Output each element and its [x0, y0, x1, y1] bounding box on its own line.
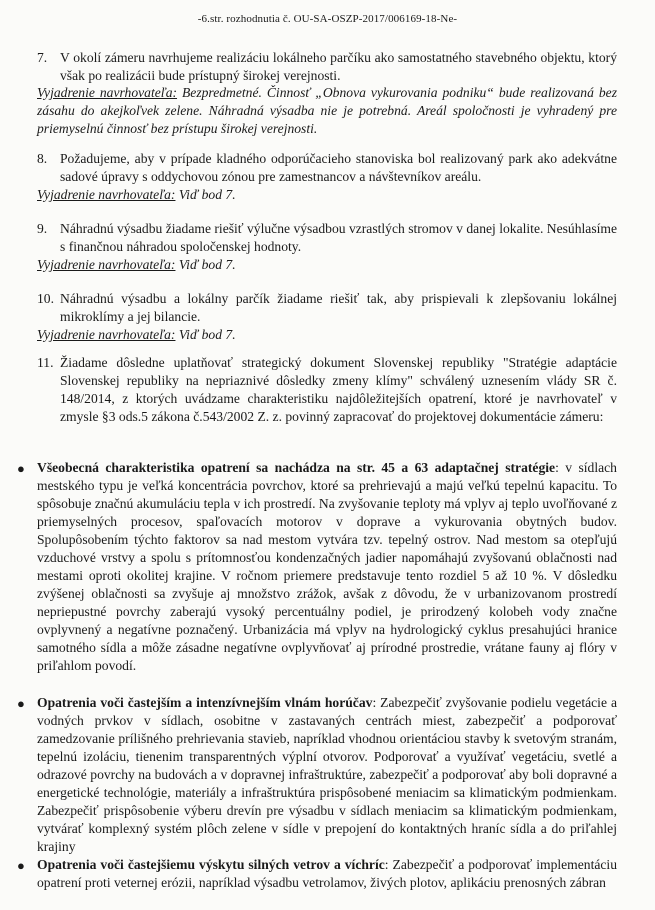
bullet-general-characteristics: [17, 459, 617, 675]
reply-7: [37, 84, 617, 138]
page-header: -6.str. rozhodnutia č. OU-SA-OSZP-2017/006169-18-Ne-: [197, 13, 458, 25]
item-number: 10.: [37, 291, 54, 306]
bullet-text: : v sídlach mestského typu je veľká koncentrácia povrchov, ktoré sa prehrievajú a majú veľkú tepelnú kapacitu. To spôsobuje značnú akumuláciu tepla v ich prostredí. Na zvyšovanie teploty má vplyv aj teplo uvoľňované z priemyselných procesov, spaľovacích motorov v doprave a vykurovania obytných budov. Spolupôsobením týchto faktorov sa nad mestom vytvára tzv. tepelný ostrov. Nad mestom sa otepľujú vzduchové vrstvy a spolu s prítomnosťou kondenzačných jadier napomáhajú zvyšovanú oblačnosti nad mestami oproti okolitej krajine. V ročnom priemere predstavuje tento rozdiel 5 až 10 %. V dôsledku zvýšenej oblačnosti sa zvyšuje aj množstvo zrážok, avšak z dôvodu, že v urbanizovanom prostredí nepriepustné povrchy zaberajú vysoký percentuálny podiel, je prirodzený kolobeh vody značne ovplyvnený a negatívne poznačený. Urbanizácia má vplyv na hydrologický cyklus presahujúci hranice samotného sídla a môže zásadne negatívne ovplyvňovať aj prírodné prostredie, vrátane fauny aj flóry v priľahlom povodí.: [37, 460, 617, 673]
item-number: 7.: [37, 50, 48, 65]
item-7: [37, 49, 617, 85]
bullet-heading: Všeobecná charakteristika opatrení sa nachádza na str. 45 a 63 adaptačnej stratégie: [37, 460, 556, 475]
item-11: [37, 354, 617, 426]
item-number: 8.: [37, 151, 48, 166]
reply-text: Viď bod 7.: [178, 187, 236, 202]
reply-text: Viď bod 7.: [178, 327, 236, 342]
reply-label: Vyjadrenie navrhovateľa:: [37, 257, 176, 272]
bullet-heading: Opatrenia voči častejším a intenzívnejším vlnám horúčav: [37, 695, 373, 710]
item-text: Požadujeme, aby v prípade kladného odporúčacieho stanoviska bol realizovaný park ako adekvátne sadové úpravy s oddychovou zónou pre zamestnancov a návštevníkov areálu.: [60, 151, 617, 184]
item-number: 11.: [37, 355, 54, 370]
bullet-text: : Zabezpečiť a podporovať implementáciu opatrení proti veternej erózii, napríklad výsadbu vetrolamov, živých plotov, aplikáciu prenosných zábran: [37, 857, 617, 890]
bullet-body: [37, 459, 617, 675]
bullet-heading: Opatrenia voči častejšiemu výskytu silných vetrov a víchríc: [37, 857, 385, 872]
bullet-dot-icon: ●: [17, 461, 25, 476]
reply-8: [37, 186, 617, 204]
bullet-strong-winds: [17, 856, 617, 892]
reply-label: Vyjadrenie navrhovateľa:: [37, 187, 176, 202]
item-text: Náhradnú výsadbu a lokálny parčík žiadame riešiť tak, aby prispievali k zlepšovaniu lokálnej mikroklímy a jej bilancie.: [60, 291, 617, 324]
reply-text: Viď bod 7.: [178, 257, 236, 272]
item-8: [37, 150, 617, 186]
reply-10: [37, 326, 617, 344]
item-10: [37, 290, 617, 326]
bullet-body: [37, 694, 617, 856]
item-number: 9.: [37, 221, 48, 236]
item-text: Náhradnú výsadbu žiadame riešiť výlučne výsadbou vzrastlých stromov v danej lokalite. Nesúhlasíme s finančnou náhradou spoločenskej hodnoty.: [60, 221, 617, 254]
reply-label: Vyjadrenie navrhovateľa:: [37, 85, 178, 100]
item-9: [37, 220, 617, 256]
bullet-dot-icon: ●: [17, 858, 25, 873]
bullet-text: : Zabezpečiť zvyšovanie podielu vegetácie a vodných prvkov v sídlach, osobitne v zastavaných centrách miest, zabezpečiť a podporovať zamedzovanie prílišného prehrievania stavieb, napríklad vhodnou orientáciou stavby k svetovým stranám, tepelnú izoláciu, tienenim transparentných výplní otvorov. Podporovať a využívať vegetáciu, svetlé a odrazové povrchy na budovách a v dopravnej infraštruktúre, zabezpečiť a podporovať aby boli dopravné a energetické technológie, materiály a infraštruktúra prispôsobené meniacim sa klimatickým podmienkam. Zabezpečiť prispôsobenie výberu drevín pre výsadbu v sídlach meniacim sa klimatickým podmienkam, vytvárať komplexný systém plôch zelene v sídle v prepojení do kontaktných hraníc sídla a do priľahlej krajiny: [37, 695, 617, 854]
reply-text: Bezpredmetné. Činnosť „Obnova vykurovania podniku“ bude realizovaná bez zásahu do akejkoľvek zelene. Náhradná výsadba nie je potrebná. Areál spoločnosti je vyhradený pre priemyselnú činnosť bez prístupu širokej verejnosti.: [37, 85, 617, 136]
item-text: V okolí zámeru navrhujeme realizáciu lokálneho parčíku ako samostatného stavebného objektu, ktorý však po realizácii bude prístupný širokej verejnosti.: [60, 50, 617, 83]
bullet-heatwaves: [17, 694, 617, 856]
item-text: Žiadame dôsledne uplatňovať strategický dokument Slovenskej republiky "Stratégie adaptácie Slovenskej republiky na nepriaznivé dôsledky zmeny klímy" schválený uznesením vlády SR č. 148/2014, z ktorých uvádzame charakteristiku najdôležitejších opatrení, ktoré je navrhovateľ v zmysle §3 ods.5 zákona č.543/2002 Z. z. povinný zapracovať do projektovej dokumentácie zámeru:: [60, 355, 617, 424]
bullet-body: [37, 856, 617, 892]
reply-label: Vyjadrenie navrhovateľa:: [37, 327, 176, 342]
bullet-dot-icon: ●: [17, 696, 25, 711]
reply-9: [37, 256, 617, 274]
